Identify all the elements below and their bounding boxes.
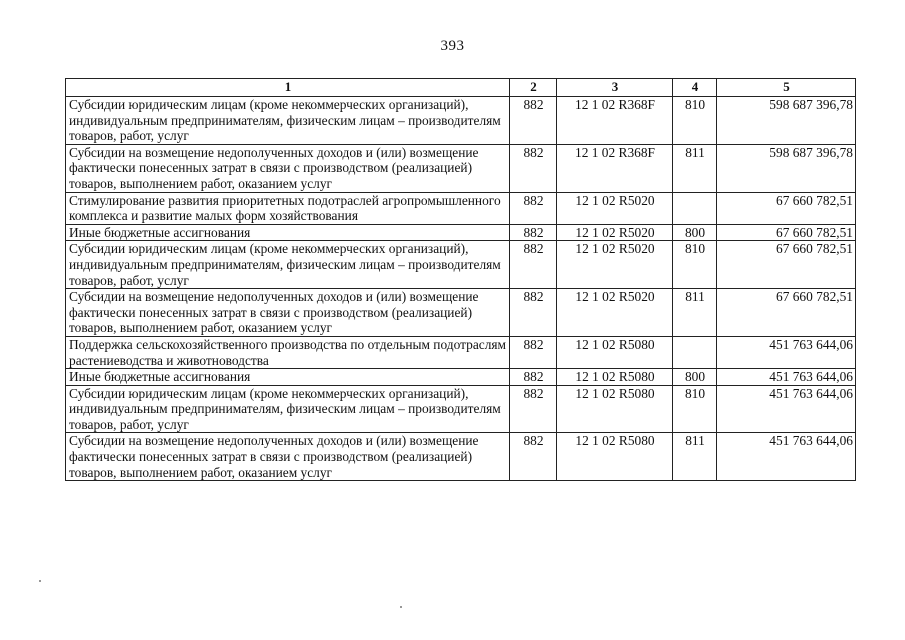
- table-row: [66, 369, 856, 386]
- table-row: [66, 192, 856, 224]
- table-row: [66, 241, 856, 289]
- budget-table: [65, 78, 856, 481]
- row-name-cell: Стимулирование развития приоритетных подотраслей агропромышленного комплекса и развитие малых форм хозяйствования: [66, 192, 510, 224]
- row-name-cell: Иные бюджетные ассигнования: [66, 224, 510, 241]
- row-admin-code-cell: 882: [510, 289, 557, 337]
- column-header-4: 4: [673, 79, 717, 97]
- row-amount-cell: 67 660 782,51: [717, 289, 856, 337]
- row-expense-type-cell: [673, 192, 717, 224]
- row-name-cell: Поддержка сельскохозяйственного производства по отдельным подотраслям растениеводства и животноводства: [66, 336, 510, 368]
- row-amount-cell: 67 660 782,51: [717, 241, 856, 289]
- row-amount-cell: 451 763 644,06: [717, 385, 856, 433]
- row-expense-type-cell: 800: [673, 369, 717, 386]
- table-row: [66, 144, 856, 192]
- table-row: [66, 224, 856, 241]
- row-admin-code-cell: 882: [510, 241, 557, 289]
- row-admin-code-cell: 882: [510, 97, 557, 145]
- row-name-cell: Субсидии на возмещение недополученных доходов и (или) возмещение фактически понесенных затрат в связи с производством (реализацией) товаров, выполнением работ, оказанием услуг: [66, 144, 510, 192]
- table-row: [66, 289, 856, 337]
- row-target-code-cell: 12 1 02 R5080: [557, 385, 673, 433]
- row-amount-cell: 67 660 782,51: [717, 192, 856, 224]
- table-header-row: [66, 79, 856, 97]
- table-row: [66, 97, 856, 145]
- column-header-3: 3: [557, 79, 673, 97]
- row-amount-cell: 451 763 644,06: [717, 433, 856, 481]
- row-admin-code-cell: 882: [510, 369, 557, 386]
- row-target-code-cell: 12 1 02 R5020: [557, 224, 673, 241]
- row-target-code-cell: 12 1 02 R5080: [557, 336, 673, 368]
- row-amount-cell: 598 687 396,78: [717, 97, 856, 145]
- row-expense-type-cell: 811: [673, 289, 717, 337]
- row-name-cell: Субсидии на возмещение недополученных доходов и (или) возмещение фактически понесенных затрат в связи с производством (реализацией) товаров, выполнением работ, оказанием услуг: [66, 433, 510, 481]
- table-row: [66, 433, 856, 481]
- row-name-cell: Иные бюджетные ассигнования: [66, 369, 510, 386]
- row-target-code-cell: 12 1 02 R368F: [557, 144, 673, 192]
- scan-speck: [400, 606, 402, 608]
- row-name-cell: Субсидии юридическим лицам (кроме некоммерческих организаций), индивидуальным предпринимателям, физическим лицам – производителям товаров, работ, услуг: [66, 97, 510, 145]
- row-target-code-cell: 12 1 02 R5080: [557, 369, 673, 386]
- row-amount-cell: 451 763 644,06: [717, 336, 856, 368]
- row-admin-code-cell: 882: [510, 433, 557, 481]
- row-target-code-cell: 12 1 02 R5020: [557, 192, 673, 224]
- table-row: [66, 385, 856, 433]
- row-admin-code-cell: 882: [510, 224, 557, 241]
- row-expense-type-cell: 800: [673, 224, 717, 241]
- scan-speck: [39, 580, 41, 582]
- row-admin-code-cell: 882: [510, 336, 557, 368]
- row-admin-code-cell: 882: [510, 385, 557, 433]
- row-amount-cell: 67 660 782,51: [717, 224, 856, 241]
- row-expense-type-cell: 811: [673, 144, 717, 192]
- column-header-1: 1: [66, 79, 510, 97]
- row-name-cell: Субсидии юридическим лицам (кроме некоммерческих организаций), индивидуальным предпринимателям, физическим лицам – производителям товаров, работ, услуг: [66, 241, 510, 289]
- row-name-cell: Субсидии юридическим лицам (кроме некоммерческих организаций), индивидуальным предпринимателям, физическим лицам – производителям товаров, работ, услуг: [66, 385, 510, 433]
- row-expense-type-cell: 810: [673, 97, 717, 145]
- row-target-code-cell: 12 1 02 R368F: [557, 97, 673, 145]
- row-target-code-cell: 12 1 02 R5080: [557, 433, 673, 481]
- column-header-5: 5: [717, 79, 856, 97]
- row-expense-type-cell: 810: [673, 385, 717, 433]
- row-expense-type-cell: [673, 336, 717, 368]
- row-expense-type-cell: 810: [673, 241, 717, 289]
- row-target-code-cell: 12 1 02 R5020: [557, 241, 673, 289]
- row-amount-cell: 451 763 644,06: [717, 369, 856, 386]
- row-expense-type-cell: 811: [673, 433, 717, 481]
- row-admin-code-cell: 882: [510, 144, 557, 192]
- row-amount-cell: 598 687 396,78: [717, 144, 856, 192]
- table-row: [66, 336, 856, 368]
- row-target-code-cell: 12 1 02 R5020: [557, 289, 673, 337]
- page-number: 393: [440, 38, 465, 54]
- row-name-cell: Субсидии на возмещение недополученных доходов и (или) возмещение фактически понесенных затрат в связи с производством (реализацией) товаров, выполнением работ, оказанием услуг: [66, 289, 510, 337]
- row-admin-code-cell: 882: [510, 192, 557, 224]
- column-header-2: 2: [510, 79, 557, 97]
